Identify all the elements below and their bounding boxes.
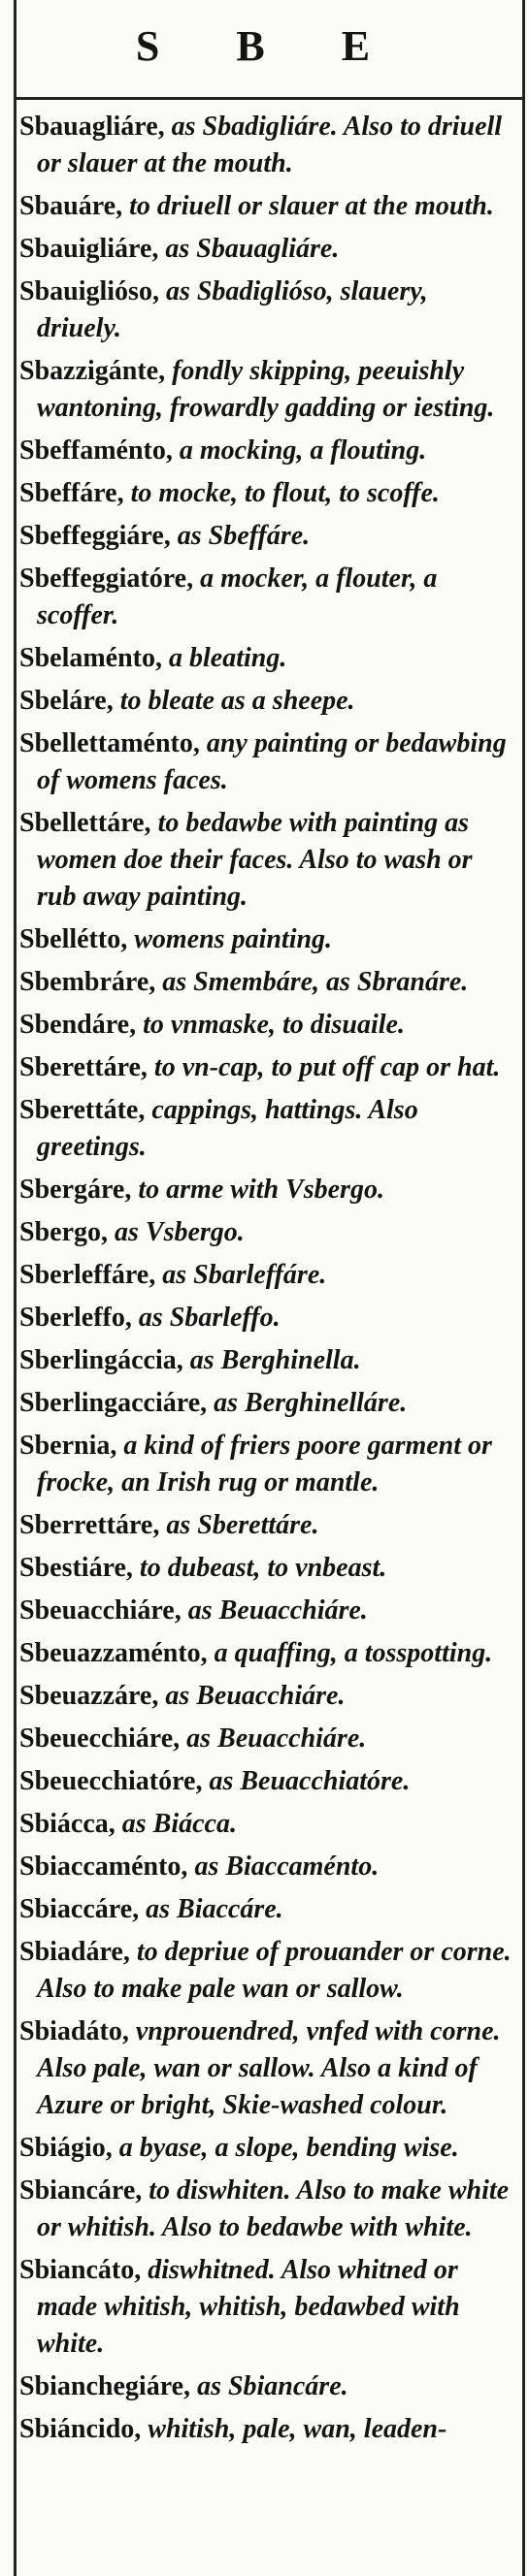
definition: to driuell or slauer at the mouth. (129, 191, 494, 221)
left-border-rule (14, 0, 17, 2576)
dictionary-entry (19, 2252, 517, 2363)
definition: to vn-cap, to put off cap or hat. (153, 1052, 501, 1082)
dictionary-entry (19, 231, 517, 268)
headword: Sbeláre, (19, 686, 114, 716)
dictionary-entry (19, 1891, 517, 1928)
dictionary-entry (19, 274, 517, 347)
definition: cappings, hattings. Also greetings. (37, 1095, 418, 1162)
dictionary-entry (19, 1678, 517, 1715)
headword: Sberettáte, (19, 1095, 146, 1125)
definition: to vnmaske, to disuaile. (143, 1010, 405, 1040)
definition: to dubeast, to vnbeast. (139, 1553, 387, 1583)
definition: as Beuacchiáre. (186, 1723, 367, 1754)
definition: fondly skipping, peeuishly wantoning, frowardly gadding or iesting. (37, 356, 495, 423)
headword: Sbiácca, (19, 1809, 116, 1839)
dictionary-entry (19, 805, 517, 916)
dictionary-entry (19, 1934, 517, 2008)
headword: Sbeffeggiáre, (19, 521, 171, 551)
headword: Sbellettáre, (19, 808, 151, 838)
definition: to mocke, to flout, to scoffe. (130, 478, 440, 508)
headword: Sbeuecchiatóre, (19, 1766, 203, 1796)
dictionary-entry (19, 475, 517, 512)
definition: to bedawbe with painting as women doe their faces. Also to wash or rub away painting. (37, 808, 473, 912)
dictionary-entry (19, 1342, 517, 1379)
dictionary-entry (19, 1172, 517, 1208)
headword: Sbiadáre, (19, 1937, 130, 1967)
dictionary-entry (19, 683, 517, 720)
headword: Sbiágio, (19, 2133, 113, 2163)
definition: any painting or bedawbing of womens faces. (37, 728, 507, 795)
definition: as Beuacchiáre. (165, 1681, 346, 1711)
definition: as Sbarleffo. (138, 1303, 281, 1333)
dictionary-entry (19, 1849, 517, 1885)
dictionary-entry (19, 964, 517, 1001)
dictionary-entry (19, 353, 517, 427)
page-title: S B E (135, 22, 404, 70)
headword: Sbelaménto, (19, 643, 162, 673)
definition: a bleating. (169, 643, 287, 673)
headword: Sbembráre, (19, 967, 156, 997)
dictionary-entry (19, 1635, 517, 1672)
dictionary-entry (19, 1721, 517, 1757)
definition: as Biaccáre. (146, 1894, 283, 1924)
dictionary-entry (19, 1049, 517, 1086)
headword: Sbiancáre, (19, 2175, 143, 2206)
definition: as Biácca. (121, 1809, 237, 1839)
dictionary-entry (19, 2368, 517, 2405)
headword: Sbiaccáre, (19, 1894, 140, 1924)
headword: Sbergo, (19, 1217, 108, 1247)
definition: as Beuacchiáre. (187, 1595, 368, 1626)
dictionary-entry (19, 1428, 517, 1501)
headword: Sbeffaménto, (19, 435, 173, 466)
headword: Sbeuazzáre, (19, 1681, 159, 1711)
dictionary-entry (19, 188, 517, 225)
headword: Sbeuazzaménto, (19, 1638, 208, 1668)
definition: diswhitned. Also whitned or made whitish, whitish, bedawbed with white. (37, 2255, 460, 2359)
dictionary-entry (19, 1007, 517, 1044)
page-header (14, 0, 525, 100)
dictionary-entry (19, 1257, 517, 1294)
headword: Sberlingacciáre, (19, 1388, 208, 1418)
definition: a kind of friers poore garment or frocke, an Irish rug or mantle. (37, 1431, 492, 1497)
definition: as Berghinella. (189, 1345, 361, 1375)
dictionary-entry (19, 1806, 517, 1843)
headword: Sbauigliáre, (19, 234, 159, 264)
headword: Sberleffáre, (19, 1260, 156, 1290)
dictionary-entry (19, 518, 517, 555)
definition: vnprouendred, vnfed with corne. Also pale, wan or sallow. Also a kind of Azure or bright, Skie-washed colour. (37, 2016, 501, 2120)
dictionary-entry (19, 921, 517, 958)
headword: Sbeffáre, (19, 478, 124, 508)
definition: as Sbauagliáre. (165, 234, 340, 264)
definition: as Sbarleffáre. (162, 1260, 327, 1290)
headword: Sbellétto, (19, 924, 128, 954)
headword: Sbellettaménto, (19, 728, 200, 758)
headword: Sbeffeggiatóre, (19, 564, 194, 594)
definition: as Biaccaménto. (194, 1852, 380, 1882)
dictionary-entry (19, 433, 517, 469)
right-border-rule (522, 0, 525, 2576)
headword: Sbernia, (19, 1431, 117, 1461)
definition: as Smembáre, as Sbranáre. (162, 967, 469, 997)
headword: Sbergáre, (19, 1175, 132, 1205)
definition: as Sbeffáre. (177, 521, 311, 551)
headword: Sbendáre, (19, 1010, 137, 1040)
definition: to arme with Vsbergo. (138, 1175, 384, 1205)
definition: a mocking, a flouting. (179, 435, 427, 466)
definition: to diswhiten. Also to make white or whitish. Also to bedawbe with white. (37, 2175, 510, 2242)
dictionary-entry (19, 1300, 517, 1336)
dictionary-entry (19, 1550, 517, 1587)
definition: as Sberettáre. (166, 1510, 319, 1540)
headword: Sbianchegiáre, (19, 2371, 191, 2401)
definition: womens painting. (134, 924, 333, 954)
dictionary-entry (19, 1214, 517, 1251)
entry-list (19, 109, 517, 2454)
definition: as Vsbergo. (115, 1217, 245, 1247)
dictionary-entry (19, 109, 517, 182)
definition: as Berghinelláre. (214, 1388, 408, 1418)
dictionary-entry (19, 1507, 517, 1544)
definition: to depriue of prouander or corne. Also to make pale wan or sallow. (37, 1937, 512, 2004)
dictionary-entry (19, 1385, 517, 1422)
headword: Sbeuacchiáre, (19, 1595, 182, 1626)
definition: as Sbadiglióso, slauery, driuely. (37, 276, 428, 343)
headword: Sbiaccaménto, (19, 1852, 188, 1882)
headword: Sbauáre, (19, 191, 123, 221)
headword: Sberleffo, (19, 1303, 132, 1333)
definition: as Sbiancáre. (197, 2371, 348, 2401)
headword: Sbauagliáre, (19, 112, 165, 142)
dictionary-entry (19, 561, 517, 634)
definition: a mocker, a flouter, a scoffer. (37, 564, 438, 630)
headword: Sbiáncido, (19, 2414, 142, 2444)
definition: to bleate as a sheepe. (119, 686, 355, 716)
headword: Sbeuecchiáre, (19, 1723, 181, 1754)
definition: whitish, pale, wan, leaden- (148, 2414, 447, 2444)
headword: Sberlingáccia, (19, 1345, 183, 1375)
headword: Sberettáre, (19, 1052, 148, 1082)
definition: as Sbadigliáre. Also to driuell or slauer at the mouth. (37, 112, 503, 178)
dictionary-entry (19, 725, 517, 799)
dictionary-entry (19, 2130, 517, 2167)
headword: Sbauiglióso, (19, 276, 159, 306)
headword: Sberrettáre, (19, 1510, 160, 1540)
dictionary-entry (19, 1763, 517, 1800)
headword: Sbazzigánte, (19, 356, 166, 386)
dictionary-entry (19, 1593, 517, 1629)
dictionary-entry (19, 2013, 517, 2124)
dictionary-entry (19, 1092, 517, 1166)
headword: Sbestiáre, (19, 1553, 133, 1583)
headword: Sbiadáto, (19, 2016, 129, 2046)
definition: a quaffing, a tosspotting. (214, 1638, 493, 1668)
definition: a byase, a slope, bending wise. (118, 2133, 459, 2163)
dictionary-entry (19, 2411, 517, 2448)
definition: as Beuacchiatóre. (209, 1766, 411, 1796)
dictionary-entry (19, 2173, 517, 2246)
headword: Sbiancáto, (19, 2255, 142, 2285)
dictionary-entry (19, 640, 517, 677)
